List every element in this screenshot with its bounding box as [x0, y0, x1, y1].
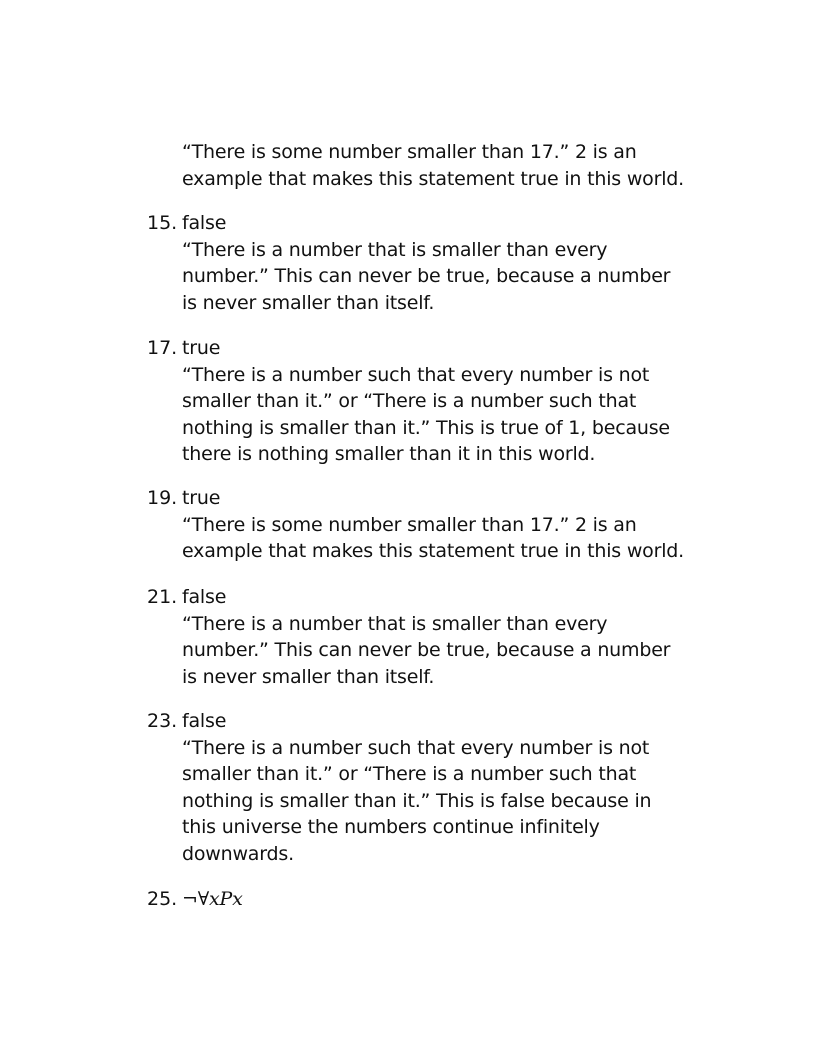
text-line: example that makes this statement true in this world.	[182, 167, 684, 190]
text-line: is never smaller than itself.	[182, 665, 435, 688]
text-line: is never smaller than itself.	[182, 291, 435, 314]
formula-predicate: P	[219, 888, 233, 910]
item-answer: true	[182, 487, 221, 509]
text-line: nothing is smaller than it.” This is true of 1, because	[182, 416, 670, 439]
text-line: “There is a number that is smaller than every	[182, 612, 608, 635]
text-line: smaller than it.” or “There is a number such that	[182, 390, 637, 412]
text-line: downwards.	[182, 842, 294, 865]
item-number: 21.	[147, 586, 178, 608]
item-number: 17.	[147, 337, 178, 359]
formula-variable: x	[209, 888, 220, 910]
continuation-text	[182, 139, 707, 192]
item-number: 15.	[147, 212, 178, 234]
item-number: 23.	[147, 710, 178, 732]
answer-item-15	[147, 210, 707, 316]
text-line: this universe the numbers continue infinitely	[182, 816, 600, 838]
item-answer: false	[182, 212, 227, 234]
item-body	[182, 886, 707, 913]
item-body	[182, 584, 707, 690]
item-answer: false	[182, 710, 227, 732]
item-answer: true	[182, 337, 221, 359]
text-line: “There is a number such that every number is not	[182, 363, 650, 386]
item-number: 25.	[147, 888, 178, 910]
item-number: 19.	[147, 487, 178, 509]
item-body	[182, 485, 707, 565]
answer-item-19	[147, 485, 707, 565]
answer-item-25	[147, 886, 707, 913]
answer-item-21	[147, 584, 707, 690]
text-line: number.” This can never be true, because a number	[182, 265, 671, 287]
answer-item-23	[147, 708, 707, 867]
logic-formula	[182, 886, 707, 913]
answer-item-17	[147, 335, 707, 468]
text-line: number.” This can never be true, because a number	[182, 639, 671, 661]
text-line: “There is some number smaller than 17.” 2 is an	[182, 141, 637, 163]
text-line: smaller than it.” or “There is a number such that	[182, 763, 637, 785]
item-answer: false	[182, 586, 227, 608]
item-body	[182, 708, 707, 867]
negation-symbol: ¬	[182, 888, 198, 910]
continuation-block	[147, 139, 707, 192]
text-line: nothing is smaller than it.” This is false because in	[182, 789, 652, 812]
text-line: “There is some number smaller than 17.” 2 is an	[182, 513, 637, 536]
text-line: “There is a number such that every number is not	[182, 736, 650, 759]
item-body	[182, 210, 707, 316]
text-line: example that makes this statement true in this world.	[182, 540, 684, 562]
text-line: “There is a number that is smaller than every	[182, 238, 608, 261]
item-body	[182, 335, 707, 468]
text-line: there is nothing smaller than it in this world.	[182, 443, 596, 465]
forall-symbol: ∀	[197, 888, 210, 910]
formula-variable: x	[232, 888, 243, 910]
